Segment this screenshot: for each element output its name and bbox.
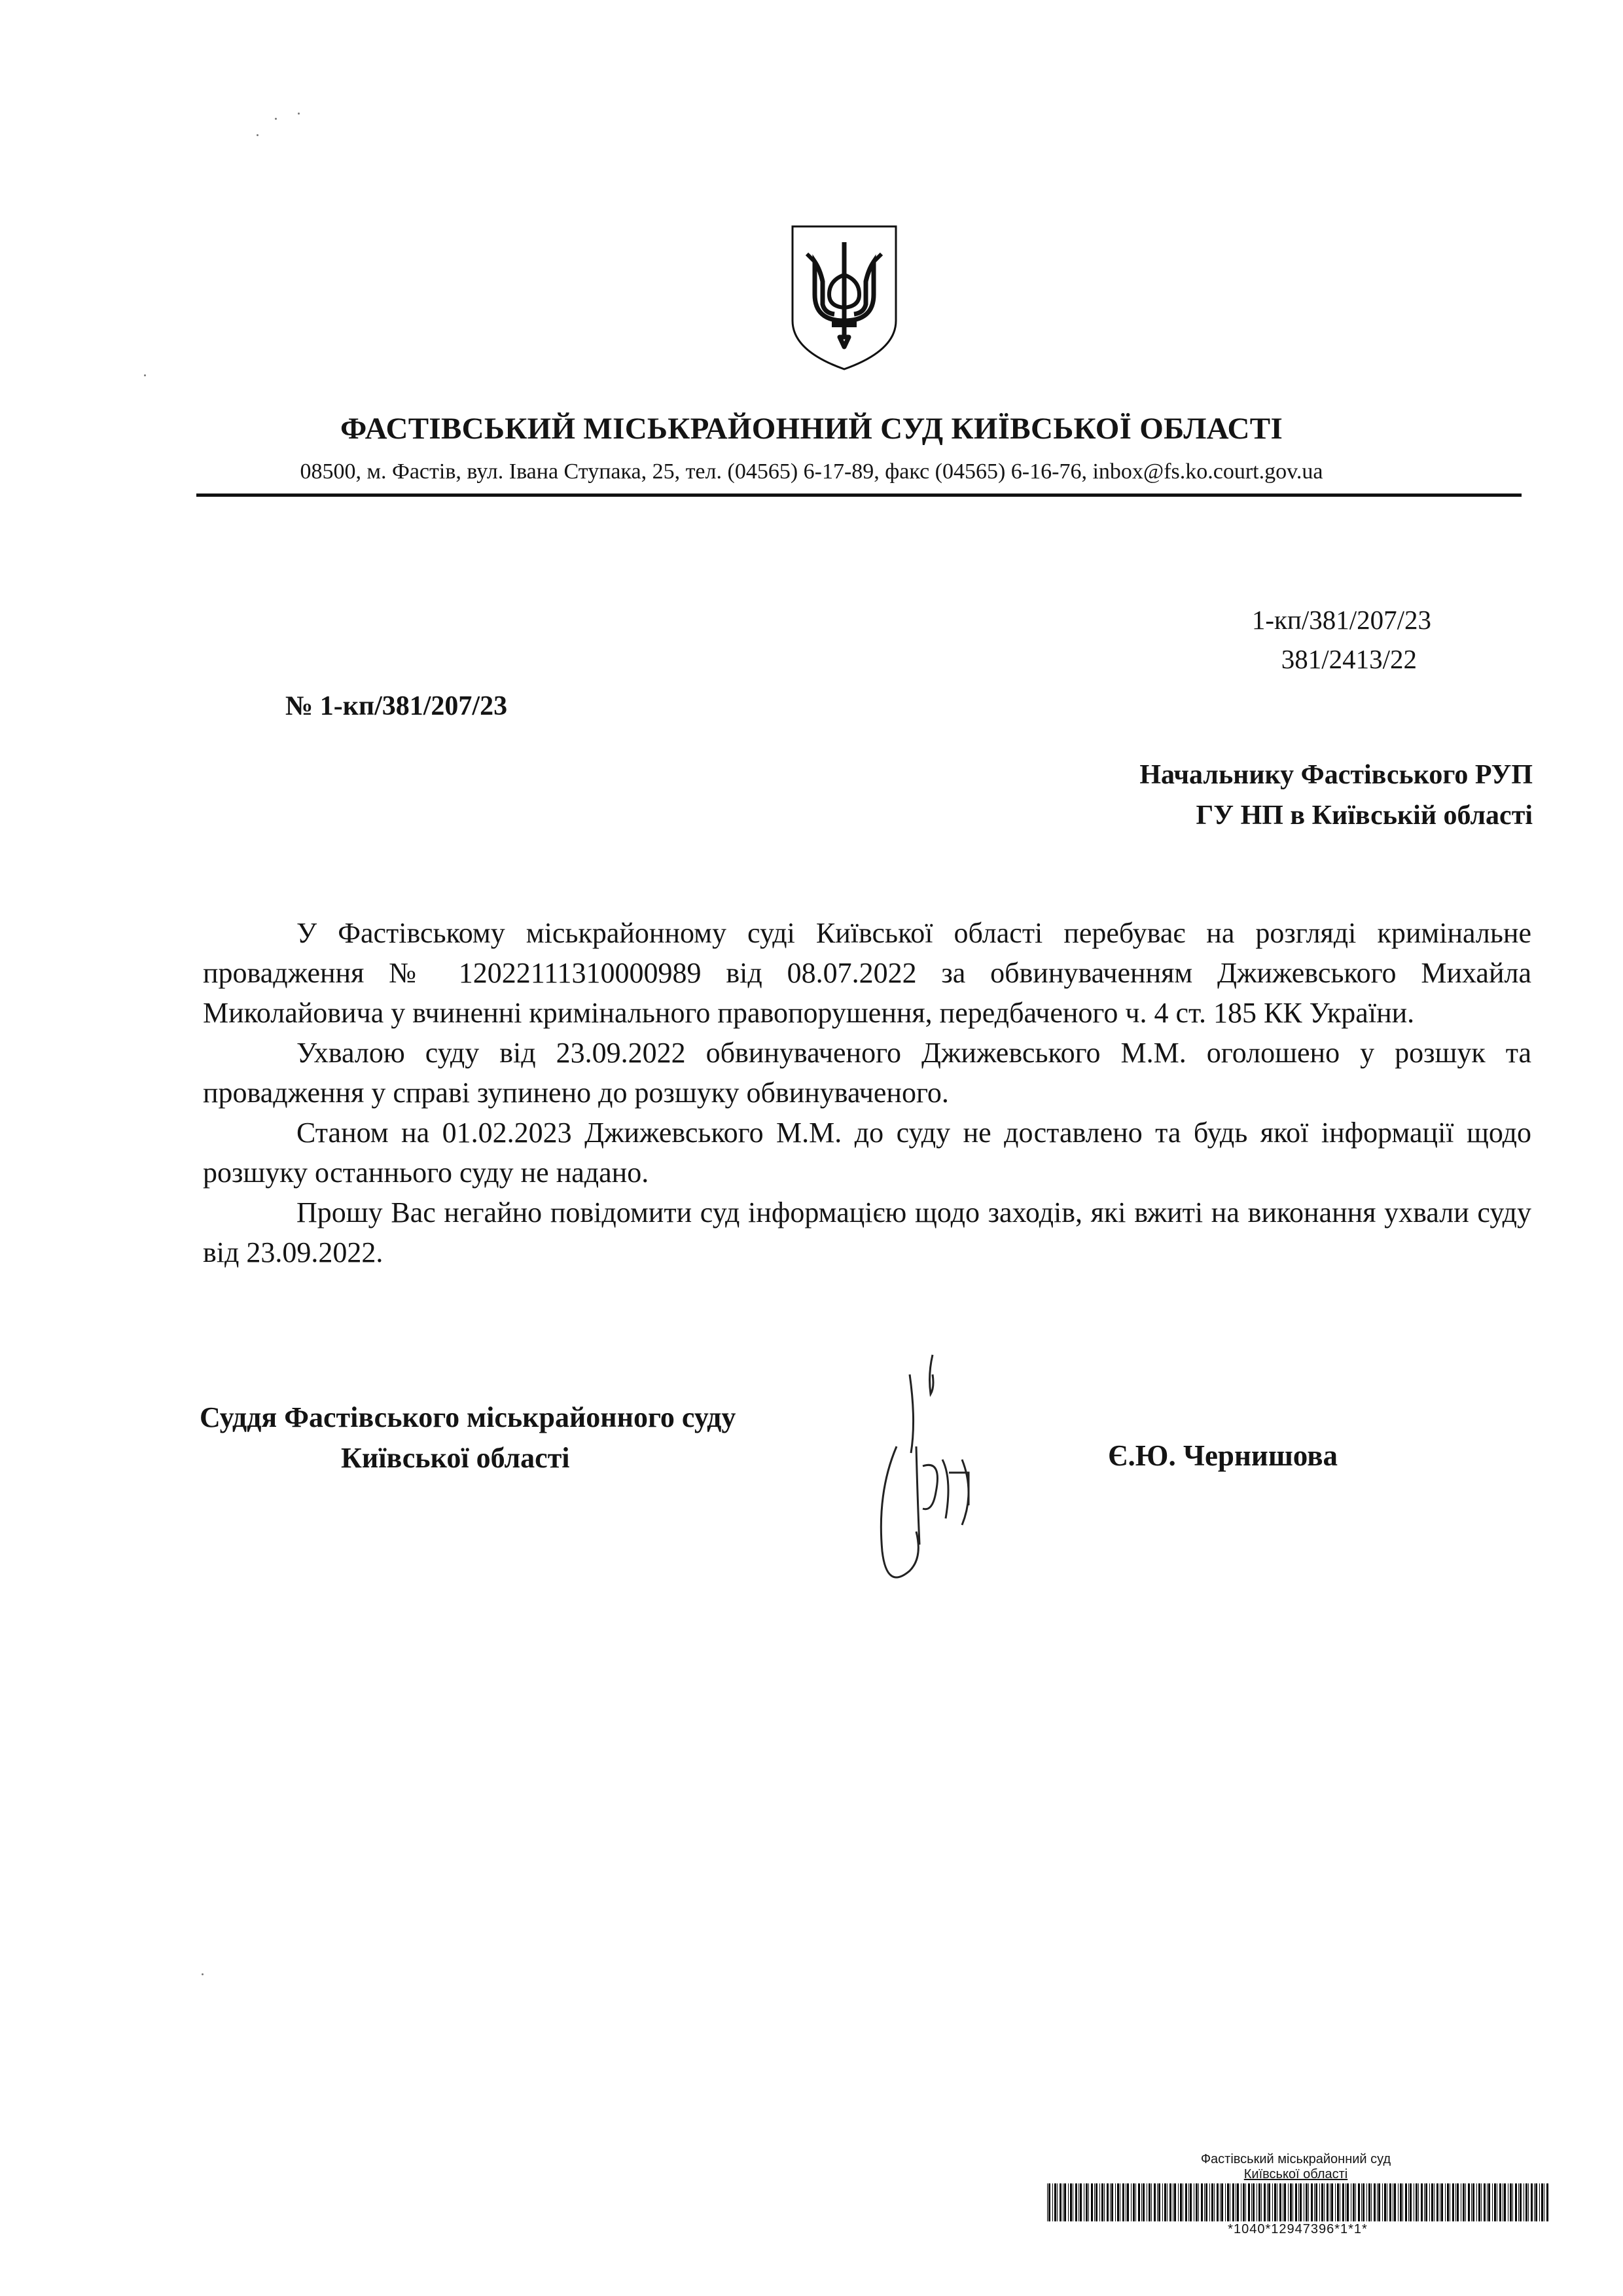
addressee-line1: Начальнику Фастівського РУП: [1139, 760, 1533, 790]
barcode-bar: [1054, 2183, 1056, 2221]
barcode-bar: [1214, 2183, 1215, 2221]
barcode-bar: [1135, 2183, 1136, 2221]
barcode-bar: [1284, 2183, 1286, 2221]
addressee-line2: ГУ НП в Київській області: [1196, 800, 1533, 831]
barcode-bar: [1075, 2183, 1077, 2221]
barcode-bar: [1253, 2183, 1255, 2221]
barcode-bar: [1169, 2183, 1171, 2221]
barcode-bar: [1471, 2183, 1472, 2221]
barcode-bar: [1300, 2183, 1302, 2221]
barcode-bar: [1366, 2183, 1367, 2221]
barcode-bar: [1347, 2183, 1349, 2221]
barcode-bar: [1324, 2183, 1325, 2221]
barcode-bar: [1251, 2183, 1252, 2221]
barcode-number: *1040*12947396*1*1*: [1228, 2222, 1368, 2236]
barcode-bar: [1342, 2183, 1344, 2221]
barcode-bar: [1258, 2183, 1260, 2221]
barcode-bar: [1104, 2183, 1105, 2221]
barcode-bar: [1122, 2183, 1124, 2221]
barcode-bar: [1441, 2183, 1443, 2221]
barcode-bar: [1418, 2183, 1419, 2221]
barcode-bar: [1138, 2183, 1140, 2221]
barcode-bar: [1196, 2183, 1198, 2221]
barcode-bar: [1248, 2183, 1250, 2221]
stamp-court-line2: Київської області: [1243, 2167, 1348, 2181]
scan-speck: [144, 374, 146, 376]
barcode-bar: [1525, 2183, 1527, 2221]
barcode-bar: [1534, 2183, 1535, 2221]
barcode-bar: [1221, 2183, 1223, 2221]
barcode-bar: [1086, 2183, 1088, 2221]
barcode-bar: [1157, 2183, 1158, 2221]
header-divider: [196, 493, 1522, 497]
barcode-bar: [1162, 2183, 1163, 2221]
scan-speck: [298, 113, 300, 115]
court-address: 08500, м. Фастів, вул. Івана Ступака, 25, тел. (04565) 6-17-89, факс (04565) 6-16-76, inbox@fs.ko.court.gov.ua: [300, 459, 1323, 484]
scan-speck: [202, 1973, 204, 1975]
barcode-bar: [1400, 2183, 1402, 2221]
barcode-bar: [1115, 2183, 1116, 2221]
barcode-bar: [1504, 2183, 1506, 2221]
barcode-bar: [1099, 2183, 1100, 2221]
barcode: [1046, 2183, 1550, 2221]
barcode-bar: [1298, 2183, 1299, 2221]
barcode-bar: [1492, 2183, 1493, 2221]
barcode-bar: [1484, 2183, 1486, 2221]
barcode-bar: [1185, 2183, 1187, 2221]
barcode-bar: [1149, 2183, 1150, 2221]
barcode-bar: [1487, 2183, 1488, 2221]
barcode-bar: [1436, 2183, 1438, 2221]
barcode-bar: [1143, 2183, 1145, 2221]
barcode-bar: [1463, 2183, 1465, 2221]
barcode-bar: [1279, 2183, 1281, 2221]
barcode-bar: [1512, 2183, 1513, 2221]
barcode-bar: [1515, 2183, 1517, 2221]
barcode-bar: [1361, 2183, 1362, 2221]
barcode-bar: [1434, 2183, 1435, 2221]
barcode-bar: [1204, 2183, 1205, 2221]
barcode-bar: [1416, 2183, 1418, 2221]
handwritten-signature: [870, 1348, 1001, 1597]
barcode-bar: [1363, 2183, 1364, 2221]
barcode-bar: [1133, 2183, 1135, 2221]
barcode-bar: [1288, 2183, 1289, 2221]
barcode-bar: [1232, 2183, 1234, 2221]
barcode-bar: [1154, 2183, 1156, 2221]
barcode-bar: [1520, 2183, 1522, 2221]
barcode-bar: [1457, 2183, 1459, 2221]
case-number: № 1-кп/381/207/23: [285, 691, 508, 721]
barcode-bar: [1068, 2183, 1069, 2221]
body-paragraph-3: Станом на 01.02.2023 Джижевського М.М. до суду не доставлено та будь якої інформації щодо розшуку останнього суду не надано.: [203, 1117, 1531, 1189]
barcode-bar: [1174, 2183, 1176, 2221]
barcode-bar: [1220, 2183, 1221, 2221]
barcode-bar: [1535, 2183, 1537, 2221]
barcode-bar: [1091, 2183, 1093, 2221]
barcode-bar: [1290, 2183, 1292, 2221]
barcode-bar: [1429, 2183, 1430, 2221]
barcode-bar: [1211, 2183, 1213, 2221]
barcode-bar: [1374, 2183, 1376, 2221]
registration-number-line2: 381/2413/22: [1281, 644, 1417, 674]
barcode-bar: [1402, 2183, 1403, 2221]
barcode-bar: [1110, 2183, 1111, 2221]
barcode-bar: [1431, 2183, 1433, 2221]
barcode-bar: [1488, 2183, 1490, 2221]
barcode-bar: [1447, 2183, 1449, 2221]
barcode-bar: [1201, 2183, 1203, 2221]
barcode-bar: [1111, 2183, 1113, 2221]
barcode-bar: [1094, 2183, 1095, 2221]
barcode-bar: [1405, 2183, 1407, 2221]
barcode-bar: [1494, 2183, 1496, 2221]
barcode-bar: [1107, 2183, 1109, 2221]
barcode-bar: [1314, 2183, 1315, 2221]
body-paragraph-1: У Фастівському міськрайонному суді Київської області перебуває на розгляді кримінальне провадження № 12022111310000989 від 08.07.2022 за обвинуваченням Джижевського Михайла Миколайовича у вчиненні кримінального правопорушення, передбаченого ч. 4 ст. 185 КК України.: [203, 917, 1531, 1029]
barcode-bar: [1476, 2183, 1477, 2221]
barcode-bar: [1057, 2183, 1058, 2221]
barcode-bar: [1321, 2183, 1323, 2221]
barcode-bar: [1335, 2183, 1336, 2221]
barcode-bar: [1268, 2183, 1270, 2221]
scan-speck: [275, 118, 277, 120]
barcode-bar: [1048, 2183, 1050, 2221]
barcode-bar: [1064, 2183, 1066, 2221]
barcode-bar: [1445, 2183, 1446, 2221]
signer-title-line1: Суддя Фастівського міськрайонного суду: [200, 1401, 736, 1433]
barcode-bar: [1274, 2183, 1276, 2221]
letter-body: [203, 913, 1531, 1272]
barcode-bar: [1264, 2183, 1266, 2221]
barcode-bar: [1455, 2183, 1456, 2221]
barcode-bar: [1267, 2183, 1268, 2221]
barcode-bar: [1217, 2183, 1219, 2221]
barcode-bar: [1452, 2183, 1454, 2221]
body-paragraph-4: Прошу Вас негайно повідомити суд інформацією щодо заходів, які вжиті на виконання ухвали суду від 23.09.2022.: [203, 1196, 1531, 1268]
scan-speck: [257, 134, 259, 136]
barcode-bar: [1353, 2183, 1355, 2221]
barcode-bar: [1408, 2183, 1409, 2221]
barcode-bar: [1295, 2183, 1297, 2221]
barcode-bar: [1337, 2183, 1339, 2221]
barcode-bar: [1510, 2183, 1512, 2221]
barcode-bar: [1167, 2183, 1168, 2221]
barcode-bar: [1424, 2183, 1425, 2221]
barcode-bar: [1378, 2183, 1380, 2221]
barcode-bar: [1539, 2183, 1540, 2221]
barcode-bar: [1205, 2183, 1207, 2221]
barcode-bar: [1151, 2183, 1152, 2221]
barcode-bar: [1096, 2183, 1097, 2221]
barcode-bar: [1070, 2183, 1072, 2221]
barcode-bar: [1127, 2183, 1129, 2221]
barcode-bar: [1141, 2183, 1142, 2221]
barcode-bar: [1319, 2183, 1320, 2221]
body-paragraph-2: Ухвалою суду від 23.09.2022 обвинуваченого Джижевського М.М. оголошено у розшук та провадження у справі зупинено до розшуку обвинуваченого.: [203, 1037, 1531, 1109]
barcode-bar: [1209, 2183, 1210, 2221]
barcode-bar: [1188, 2183, 1189, 2221]
barcode-bar: [1308, 2183, 1309, 2221]
barcode-bar: [1101, 2183, 1103, 2221]
barcode-bar: [1164, 2183, 1166, 2221]
barcode-bar: [1478, 2183, 1480, 2221]
barcode-bar: [1311, 2183, 1313, 2221]
signer-name: Є.Ю. Чернишова: [1108, 1439, 1338, 1472]
barcode-bar: [1371, 2183, 1372, 2221]
barcode-bar: [1261, 2183, 1262, 2221]
barcode-bar: [1243, 2183, 1245, 2221]
barcode-bar: [1052, 2183, 1053, 2221]
barcode-bar: [1546, 2183, 1548, 2221]
barcode-bar: [1384, 2183, 1386, 2221]
barcode-bar: [1499, 2183, 1501, 2221]
barcode-bar: [1080, 2183, 1082, 2221]
barcode-bar: [1245, 2183, 1246, 2221]
barcode-bar: [1198, 2183, 1199, 2221]
barcode-bar: [1331, 2183, 1333, 2221]
signer-title-line2: Київської області: [341, 1442, 570, 1474]
stamp-court-line1: Фастівський міськрайонний суд: [1200, 2152, 1391, 2166]
coat-of-arms-icon: [789, 223, 900, 373]
barcode-bar: [1518, 2183, 1519, 2221]
barcode-bar: [1368, 2183, 1370, 2221]
barcode-bar: [1190, 2183, 1192, 2221]
barcode-bar: [1481, 2183, 1482, 2221]
barcode-bar: [1528, 2183, 1529, 2221]
barcode-bar: [1180, 2183, 1182, 2221]
barcode-bar: [1465, 2183, 1466, 2221]
barcode-bar: [1377, 2183, 1378, 2221]
barcode-bar: [1410, 2183, 1412, 2221]
registration-number-line1: 1-кп/381/207/23: [1251, 605, 1431, 635]
barcode-bar: [1472, 2183, 1474, 2221]
barcode-bar: [1272, 2183, 1273, 2221]
barcode-bar: [1389, 2183, 1391, 2221]
barcode-bar: [1327, 2183, 1329, 2221]
barcode-bar: [1425, 2183, 1427, 2221]
barcode-bar: [1117, 2183, 1119, 2221]
barcode-bar: [1237, 2183, 1239, 2221]
barcode-bar: [1225, 2183, 1226, 2221]
barcode-bar: [1398, 2183, 1399, 2221]
barcode-bar: [1227, 2183, 1229, 2221]
barcode-bar: [1088, 2183, 1089, 2221]
barcode-bar: [1355, 2183, 1356, 2221]
barcode-bar: [1468, 2183, 1470, 2221]
barcode-bar: [1060, 2183, 1061, 2221]
barcode-bar: [1531, 2183, 1533, 2221]
barcode-bar: [1131, 2183, 1132, 2221]
barcode-bar: [1358, 2183, 1360, 2221]
barcode-bar: [1394, 2183, 1396, 2221]
barcode-bar: [1541, 2183, 1543, 2221]
barcode-bar: [1047, 2183, 1048, 2221]
court-name-heading: ФАСТІВСЬКИЙ МІСЬКРАЙОННИЙ СУД КИЇВСЬКОЇ ОБЛАСТІ: [340, 412, 1283, 446]
barcode-bar: [1315, 2183, 1317, 2221]
barcode-bar: [1382, 2183, 1383, 2221]
barcode-bar: [1421, 2183, 1423, 2221]
barcode-bar: [1158, 2183, 1160, 2221]
barcode-bar: [1306, 2183, 1308, 2221]
barcode-bar: [1178, 2183, 1179, 2221]
